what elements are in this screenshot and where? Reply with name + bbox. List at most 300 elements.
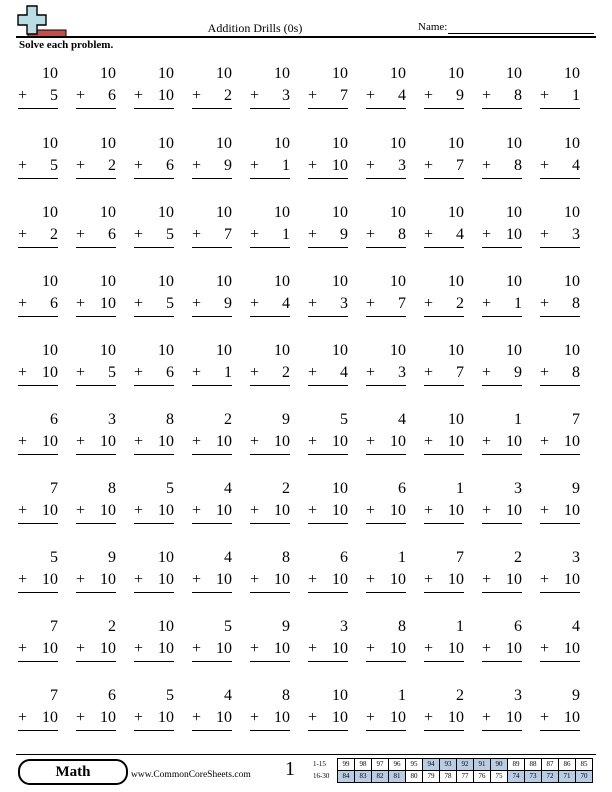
answer-line[interactable] bbox=[192, 661, 232, 662]
plus-sign: + bbox=[308, 709, 318, 726]
addend-top: 10 bbox=[158, 273, 174, 290]
answer-line[interactable] bbox=[540, 316, 580, 317]
addend-top: 1 bbox=[398, 549, 406, 566]
plus-sign: + bbox=[250, 709, 260, 726]
answer-line[interactable] bbox=[424, 247, 464, 248]
addend-bottom bbox=[424, 155, 464, 177]
problem bbox=[482, 547, 522, 593]
plus-sign: + bbox=[134, 571, 144, 588]
addend-bottom bbox=[366, 293, 406, 315]
addend-bottom-value: 3 bbox=[572, 226, 580, 243]
answer-line[interactable] bbox=[308, 730, 348, 731]
answer-line[interactable] bbox=[540, 385, 580, 386]
addend-bottom-value: 3 bbox=[398, 157, 406, 174]
addend-bottom bbox=[18, 431, 58, 453]
addend-top: 10 bbox=[158, 204, 174, 221]
addend-bottom bbox=[18, 85, 58, 107]
addend-top: 1 bbox=[514, 411, 522, 428]
addend-bottom bbox=[192, 293, 232, 315]
answer-line[interactable] bbox=[76, 108, 116, 109]
plus-sign: + bbox=[540, 571, 550, 588]
plus-logo-icon bbox=[16, 4, 70, 38]
problem bbox=[192, 133, 232, 179]
addend-bottom bbox=[366, 500, 406, 522]
plus-sign: + bbox=[18, 295, 28, 312]
addend-top: 4 bbox=[224, 480, 232, 497]
addend-bottom-value: 10 bbox=[158, 433, 174, 450]
addend-bottom bbox=[540, 85, 580, 107]
addend-bottom bbox=[482, 500, 522, 522]
plus-sign: + bbox=[18, 571, 28, 588]
addend-bottom bbox=[18, 500, 58, 522]
answer-line[interactable] bbox=[366, 454, 406, 455]
answer-line[interactable] bbox=[250, 247, 290, 248]
answer-line[interactable] bbox=[18, 178, 58, 179]
problem bbox=[18, 133, 58, 179]
addend-top: 9 bbox=[282, 618, 290, 635]
addend-top: 1 bbox=[398, 687, 406, 704]
plus-sign: + bbox=[308, 87, 318, 104]
addend-top: 10 bbox=[100, 135, 116, 152]
score-cell: 95 bbox=[406, 759, 423, 771]
answer-line[interactable] bbox=[540, 178, 580, 179]
answer-line[interactable] bbox=[134, 523, 174, 524]
answer-line[interactable] bbox=[250, 316, 290, 317]
addend-bottom-value: 10 bbox=[42, 433, 58, 450]
answer-line[interactable] bbox=[366, 730, 406, 731]
addend-bottom bbox=[540, 155, 580, 177]
answer-line[interactable] bbox=[18, 523, 58, 524]
problem bbox=[18, 478, 58, 524]
addend-bottom bbox=[134, 224, 174, 246]
answer-line[interactable] bbox=[250, 454, 290, 455]
plus-sign: + bbox=[366, 157, 376, 174]
answer-line[interactable] bbox=[366, 523, 406, 524]
answer-line[interactable] bbox=[308, 108, 348, 109]
plus-sign: + bbox=[424, 157, 434, 174]
answer-line[interactable] bbox=[482, 592, 522, 593]
addend-bottom-value: 10 bbox=[42, 709, 58, 726]
answer-line[interactable] bbox=[18, 661, 58, 662]
answer-line[interactable] bbox=[192, 178, 232, 179]
answer-line[interactable] bbox=[540, 247, 580, 248]
addend-bottom bbox=[482, 85, 522, 107]
answer-line[interactable] bbox=[134, 661, 174, 662]
problem bbox=[18, 616, 58, 662]
answer-line[interactable] bbox=[192, 592, 232, 593]
problem bbox=[134, 616, 174, 662]
addend-bottom bbox=[540, 500, 580, 522]
addend-bottom-value: 5 bbox=[108, 364, 116, 381]
score-cell: 82 bbox=[372, 771, 389, 783]
plus-sign: + bbox=[308, 364, 318, 381]
addend-top: 10 bbox=[274, 65, 290, 82]
answer-line[interactable] bbox=[366, 661, 406, 662]
score-cell: 92 bbox=[457, 759, 474, 771]
addend-top: 5 bbox=[166, 480, 174, 497]
addend-bottom bbox=[540, 638, 580, 660]
problem bbox=[192, 685, 232, 731]
answer-line[interactable] bbox=[366, 385, 406, 386]
answer-line[interactable] bbox=[540, 523, 580, 524]
addend-top: 10 bbox=[448, 273, 464, 290]
addend-bottom bbox=[18, 293, 58, 315]
answer-line[interactable] bbox=[482, 730, 522, 731]
plus-sign: + bbox=[540, 157, 550, 174]
answer-line[interactable] bbox=[192, 730, 232, 731]
answer-line[interactable] bbox=[18, 108, 58, 109]
addend-top: 10 bbox=[158, 342, 174, 359]
answer-line[interactable] bbox=[18, 247, 58, 248]
answer-line[interactable] bbox=[540, 730, 580, 731]
problem bbox=[308, 271, 348, 317]
answer-line[interactable] bbox=[482, 454, 522, 455]
answer-line[interactable] bbox=[366, 178, 406, 179]
problem bbox=[134, 409, 174, 455]
plus-sign: + bbox=[540, 709, 550, 726]
answer-line[interactable] bbox=[482, 661, 522, 662]
answer-line[interactable] bbox=[482, 385, 522, 386]
addend-bottom-value: 5 bbox=[166, 226, 174, 243]
addend-bottom-value: 10 bbox=[564, 502, 580, 519]
answer-line[interactable] bbox=[76, 385, 116, 386]
answer-line[interactable] bbox=[76, 523, 116, 524]
problem bbox=[482, 340, 522, 386]
problem bbox=[18, 63, 58, 109]
addend-top: 10 bbox=[448, 342, 464, 359]
addend-bottom bbox=[482, 155, 522, 177]
answer-line[interactable] bbox=[192, 454, 232, 455]
addend-bottom-value: 10 bbox=[332, 571, 348, 588]
answer-line[interactable] bbox=[308, 178, 348, 179]
plus-sign: + bbox=[134, 157, 144, 174]
addend-bottom-value: 10 bbox=[158, 571, 174, 588]
answer-line[interactable] bbox=[482, 247, 522, 248]
addend-top: 10 bbox=[506, 273, 522, 290]
problem bbox=[76, 202, 116, 248]
answer-line[interactable] bbox=[482, 108, 522, 109]
answer-line[interactable] bbox=[18, 385, 58, 386]
answer-line[interactable] bbox=[192, 385, 232, 386]
answer-line[interactable] bbox=[308, 661, 348, 662]
score-cell: 74 bbox=[508, 771, 525, 783]
plus-sign: + bbox=[76, 571, 86, 588]
addend-bottom bbox=[308, 431, 348, 453]
addend-bottom bbox=[540, 431, 580, 453]
score-cell: 79 bbox=[423, 771, 440, 783]
addend-top: 5 bbox=[224, 618, 232, 635]
answer-line[interactable] bbox=[424, 454, 464, 455]
problem bbox=[250, 63, 290, 109]
answer-line[interactable] bbox=[424, 178, 464, 179]
answer-line[interactable] bbox=[366, 592, 406, 593]
addend-bottom-value: 3 bbox=[398, 364, 406, 381]
addend-top: 2 bbox=[224, 411, 232, 428]
addend-bottom bbox=[76, 707, 116, 729]
answer-line[interactable] bbox=[308, 247, 348, 248]
answer-line[interactable] bbox=[540, 592, 580, 593]
answer-line[interactable] bbox=[250, 385, 290, 386]
addend-bottom-value: 6 bbox=[50, 295, 58, 312]
answer-line[interactable] bbox=[18, 454, 58, 455]
addend-bottom bbox=[250, 707, 290, 729]
plus-sign: + bbox=[482, 295, 492, 312]
answer-line[interactable] bbox=[134, 316, 174, 317]
answer-line[interactable] bbox=[366, 108, 406, 109]
answer-line[interactable] bbox=[192, 108, 232, 109]
answer-line[interactable] bbox=[424, 108, 464, 109]
answer-line[interactable] bbox=[76, 592, 116, 593]
answer-line[interactable] bbox=[424, 316, 464, 317]
addend-bottom bbox=[540, 569, 580, 591]
plus-sign: + bbox=[308, 295, 318, 312]
addend-top: 10 bbox=[506, 65, 522, 82]
score-cell: 75 bbox=[491, 771, 508, 783]
addend-bottom bbox=[134, 500, 174, 522]
addend-bottom bbox=[366, 362, 406, 384]
answer-line[interactable] bbox=[250, 523, 290, 524]
score-row-label: 16-30 bbox=[313, 772, 330, 780]
plus-sign: + bbox=[192, 571, 202, 588]
plus-sign: + bbox=[366, 295, 376, 312]
answer-line[interactable] bbox=[134, 108, 174, 109]
addend-top: 10 bbox=[448, 65, 464, 82]
addend-bottom-value: 9 bbox=[340, 226, 348, 243]
addend-bottom bbox=[424, 431, 464, 453]
addend-bottom-value: 10 bbox=[390, 571, 406, 588]
addend-bottom-value: 1 bbox=[514, 295, 522, 312]
addend-top: 10 bbox=[448, 204, 464, 221]
math-badge: Math bbox=[18, 759, 128, 785]
addend-bottom bbox=[192, 431, 232, 453]
answer-line[interactable] bbox=[18, 730, 58, 731]
addend-bottom-value: 6 bbox=[108, 226, 116, 243]
answer-line[interactable] bbox=[76, 247, 116, 248]
plus-sign: + bbox=[134, 433, 144, 450]
answer-line[interactable] bbox=[424, 592, 464, 593]
answer-line[interactable] bbox=[134, 592, 174, 593]
addend-bottom bbox=[308, 362, 348, 384]
addend-top: 1 bbox=[456, 618, 464, 635]
problem bbox=[540, 202, 580, 248]
answer-line[interactable] bbox=[134, 730, 174, 731]
answer-line[interactable] bbox=[308, 454, 348, 455]
answer-line[interactable] bbox=[250, 730, 290, 731]
answer-line[interactable] bbox=[250, 592, 290, 593]
plus-sign: + bbox=[540, 502, 550, 519]
answer-line[interactable] bbox=[482, 178, 522, 179]
answer-line[interactable] bbox=[308, 592, 348, 593]
plus-sign: + bbox=[424, 364, 434, 381]
answer-line[interactable] bbox=[366, 316, 406, 317]
addend-bottom-value: 7 bbox=[456, 157, 464, 174]
problem bbox=[18, 685, 58, 731]
problem bbox=[540, 478, 580, 524]
answer-line[interactable] bbox=[250, 661, 290, 662]
addend-bottom-value: 10 bbox=[158, 87, 174, 104]
answer-line[interactable] bbox=[76, 454, 116, 455]
addend-bottom bbox=[308, 85, 348, 107]
answer-line[interactable] bbox=[76, 661, 116, 662]
addend-bottom-value: 2 bbox=[224, 87, 232, 104]
answer-line[interactable] bbox=[250, 108, 290, 109]
answer-line[interactable] bbox=[134, 247, 174, 248]
problem bbox=[540, 616, 580, 662]
problem bbox=[134, 271, 174, 317]
answer-line[interactable] bbox=[424, 730, 464, 731]
addend-bottom bbox=[250, 500, 290, 522]
name-line[interactable] bbox=[448, 33, 594, 34]
addend-bottom bbox=[134, 85, 174, 107]
problem bbox=[134, 547, 174, 593]
answer-line[interactable] bbox=[308, 316, 348, 317]
addend-bottom bbox=[366, 85, 406, 107]
answer-line[interactable] bbox=[308, 385, 348, 386]
addend-top: 10 bbox=[390, 135, 406, 152]
answer-line[interactable] bbox=[308, 523, 348, 524]
problem bbox=[366, 409, 406, 455]
answer-line[interactable] bbox=[134, 178, 174, 179]
addend-top: 10 bbox=[274, 204, 290, 221]
addend-top: 4 bbox=[398, 411, 406, 428]
problem bbox=[424, 547, 464, 593]
addend-top: 7 bbox=[50, 480, 58, 497]
plus-sign: + bbox=[76, 87, 86, 104]
answer-line[interactable] bbox=[192, 523, 232, 524]
answer-line[interactable] bbox=[192, 247, 232, 248]
addend-bottom bbox=[76, 293, 116, 315]
addend-bottom bbox=[134, 707, 174, 729]
plus-sign: + bbox=[482, 364, 492, 381]
answer-line[interactable] bbox=[250, 178, 290, 179]
addend-top: 8 bbox=[166, 411, 174, 428]
addend-bottom bbox=[18, 638, 58, 660]
plus-sign: + bbox=[540, 87, 550, 104]
plus-sign: + bbox=[308, 226, 318, 243]
answer-line[interactable] bbox=[18, 316, 58, 317]
addend-bottom bbox=[366, 707, 406, 729]
addend-top: 10 bbox=[332, 687, 348, 704]
addend-bottom bbox=[192, 224, 232, 246]
addend-bottom-value: 9 bbox=[456, 87, 464, 104]
answer-line[interactable] bbox=[540, 454, 580, 455]
addend-bottom-value: 10 bbox=[216, 571, 232, 588]
problem bbox=[424, 478, 464, 524]
addend-bottom-value: 4 bbox=[282, 295, 290, 312]
addend-top: 6 bbox=[50, 411, 58, 428]
problem bbox=[192, 340, 232, 386]
addend-bottom-value: 8 bbox=[514, 157, 522, 174]
addend-top: 10 bbox=[274, 273, 290, 290]
addend-bottom bbox=[308, 638, 348, 660]
addend-top: 5 bbox=[50, 549, 58, 566]
answer-line[interactable] bbox=[76, 730, 116, 731]
problem bbox=[308, 616, 348, 662]
answer-line[interactable] bbox=[540, 661, 580, 662]
addend-bottom bbox=[192, 638, 232, 660]
problem bbox=[250, 409, 290, 455]
addend-bottom-value: 10 bbox=[448, 502, 464, 519]
problem bbox=[250, 685, 290, 731]
addend-bottom-value: 3 bbox=[282, 87, 290, 104]
addend-bottom-value: 4 bbox=[340, 364, 348, 381]
answer-line[interactable] bbox=[424, 385, 464, 386]
addend-bottom bbox=[192, 362, 232, 384]
addend-bottom-value: 7 bbox=[456, 364, 464, 381]
addend-top: 10 bbox=[332, 342, 348, 359]
score-cell: 73 bbox=[525, 771, 542, 783]
answer-line[interactable] bbox=[18, 592, 58, 593]
answer-line[interactable] bbox=[134, 454, 174, 455]
answer-line[interactable] bbox=[482, 316, 522, 317]
answer-line[interactable] bbox=[424, 661, 464, 662]
addend-top: 6 bbox=[108, 687, 116, 704]
problem bbox=[540, 409, 580, 455]
plus-sign: + bbox=[18, 157, 28, 174]
problem bbox=[250, 202, 290, 248]
addend-bottom-value: 1 bbox=[282, 157, 290, 174]
score-cell: 80 bbox=[406, 771, 423, 783]
addend-top: 2 bbox=[456, 687, 464, 704]
problem bbox=[76, 340, 116, 386]
addend-bottom-value: 10 bbox=[564, 571, 580, 588]
addend-bottom bbox=[366, 155, 406, 177]
plus-sign: + bbox=[250, 640, 260, 657]
problem bbox=[76, 271, 116, 317]
addend-top: 8 bbox=[282, 549, 290, 566]
answer-line[interactable] bbox=[366, 247, 406, 248]
problem bbox=[76, 685, 116, 731]
addend-bottom bbox=[134, 638, 174, 660]
addend-bottom bbox=[482, 569, 522, 591]
addend-top: 9 bbox=[108, 549, 116, 566]
addend-top: 9 bbox=[282, 411, 290, 428]
answer-line[interactable] bbox=[134, 385, 174, 386]
answer-line[interactable] bbox=[540, 108, 580, 109]
addend-bottom-value: 10 bbox=[564, 640, 580, 657]
answer-line[interactable] bbox=[424, 523, 464, 524]
addend-bottom bbox=[308, 155, 348, 177]
addend-bottom-value: 10 bbox=[274, 433, 290, 450]
addend-bottom-value: 10 bbox=[42, 502, 58, 519]
addend-bottom bbox=[424, 569, 464, 591]
addend-bottom-value: 10 bbox=[448, 640, 464, 657]
addend-top: 10 bbox=[100, 204, 116, 221]
answer-line[interactable] bbox=[76, 178, 116, 179]
addend-bottom-value: 10 bbox=[216, 433, 232, 450]
addend-top: 5 bbox=[340, 411, 348, 428]
plus-sign: + bbox=[540, 364, 550, 381]
answer-line[interactable] bbox=[482, 523, 522, 524]
problem bbox=[424, 685, 464, 731]
answer-line[interactable] bbox=[76, 316, 116, 317]
addend-bottom-value: 9 bbox=[514, 364, 522, 381]
problem bbox=[134, 340, 174, 386]
problem bbox=[540, 547, 580, 593]
answer-line[interactable] bbox=[192, 316, 232, 317]
score-cell: 89 bbox=[508, 759, 525, 771]
plus-sign: + bbox=[250, 295, 260, 312]
addend-bottom bbox=[134, 362, 174, 384]
addend-top: 10 bbox=[390, 273, 406, 290]
addend-top: 3 bbox=[514, 480, 522, 497]
addend-bottom bbox=[192, 569, 232, 591]
plus-sign: + bbox=[134, 502, 144, 519]
problem bbox=[540, 271, 580, 317]
addend-bottom bbox=[76, 431, 116, 453]
addend-bottom-value: 10 bbox=[100, 571, 116, 588]
addend-bottom bbox=[308, 224, 348, 246]
